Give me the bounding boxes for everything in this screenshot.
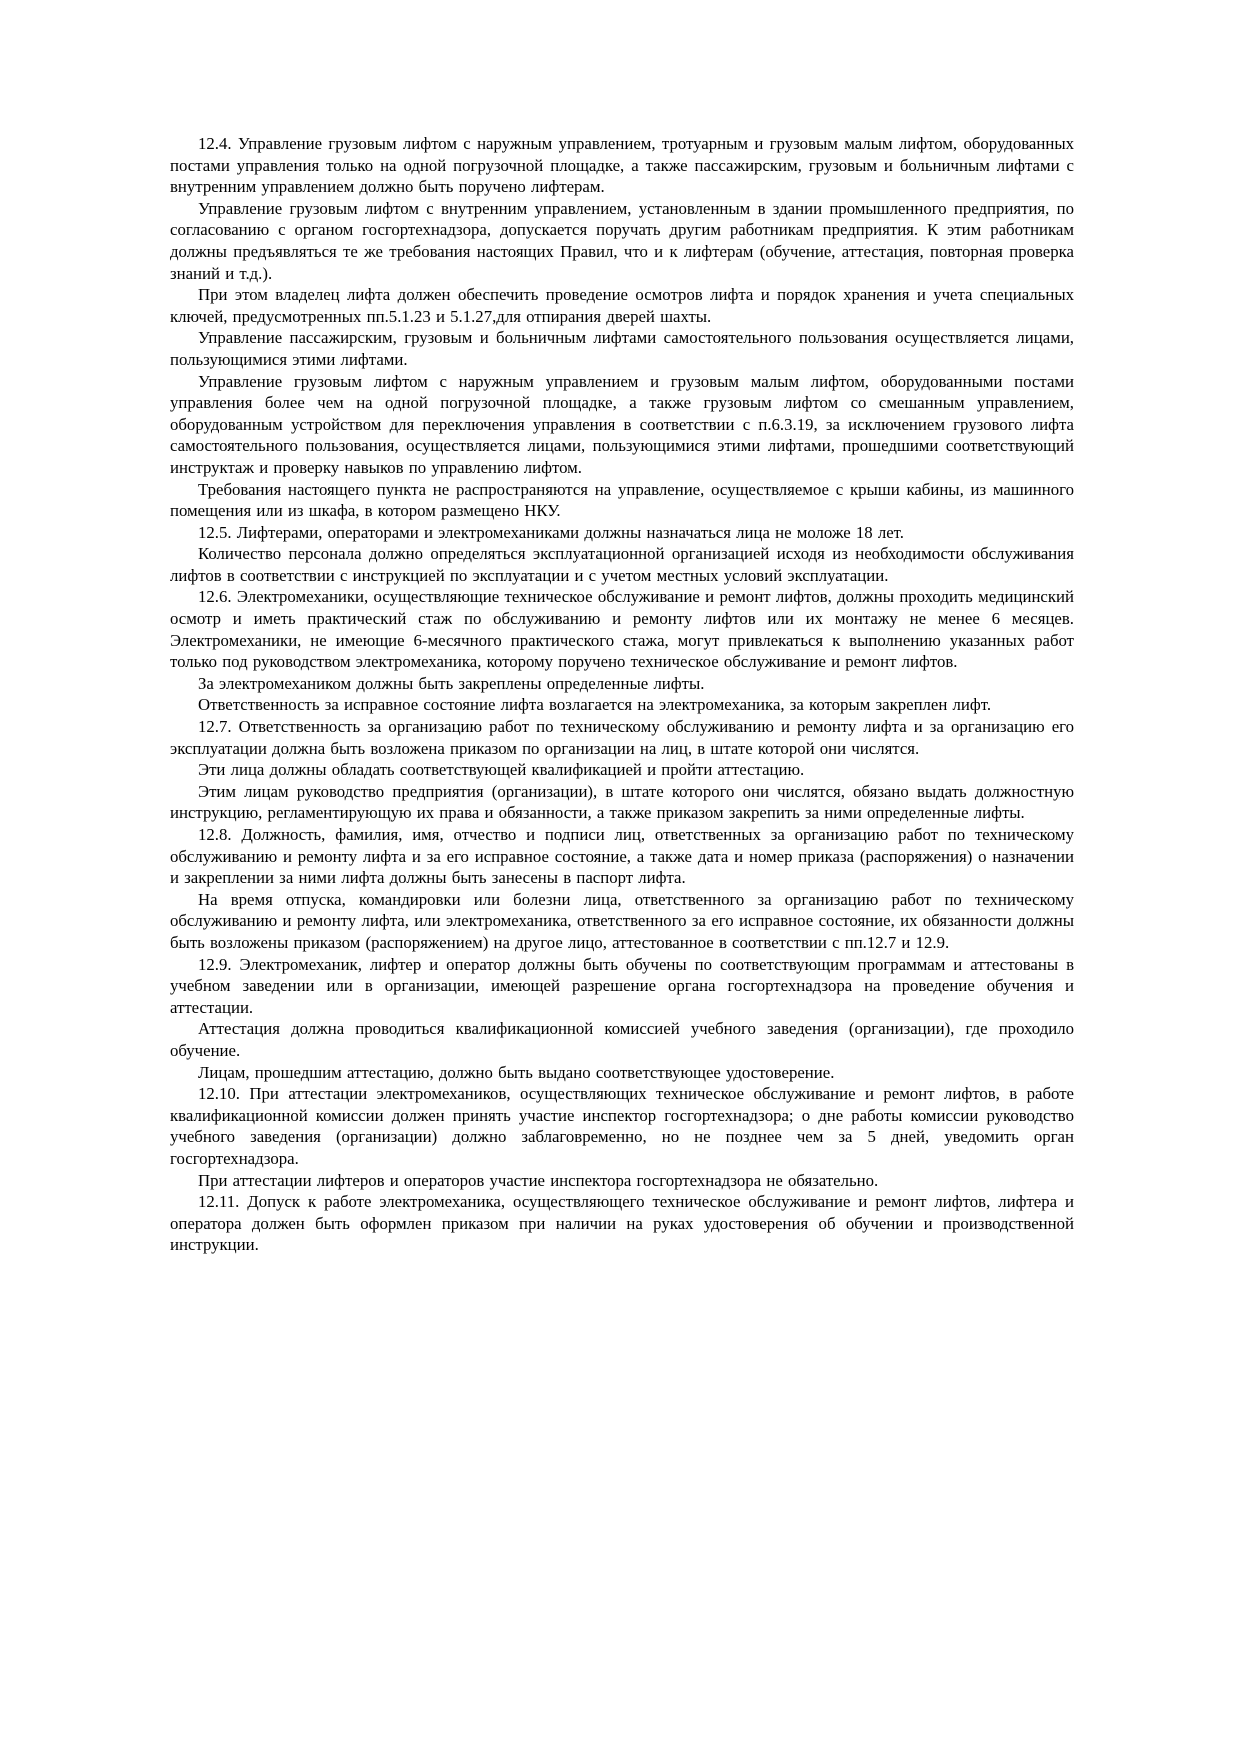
paragraph: 12.8. Должность, фамилия, имя, отчество и подписи лиц, ответственных за организацию работ по техническому обслуживанию и ремонту лифта и за его исправное состояние, а также дата и номер приказа (распоряжения) о назначении и закреплении за ними лифта должны быть занесены в паспорт лифта. xyxy=(170,825,1074,888)
paragraph: На время отпуска, командировки или болезни лица, ответственного за организацию работ по техническому обслуживанию и ремонту лифта, или электромеханика, ответственного за его исправное состояние, их обязанности должны быть возложены приказом (распоряжением) на другое лицо, аттестованное в соответствии с пп.12.7 и 12.9. xyxy=(170,889,1074,952)
paragraph: Лицам, прошедшим аттестацию, должно быть выдано соответствующее удостоверение. xyxy=(198,1062,835,1082)
paragraph: Количество персонала должно определяться эксплуатационной организацией исходя из необходимости обслуживания лифтов в соответствии с инструкцией по эксплуатации и с учетом местных условий эксплуатации. xyxy=(170,544,1074,585)
paragraph: При этом владелец лифта должен обеспечить проведение осмотров лифта и порядок хранения и учета специальных ключей, предусмотренных пп.5.1.23 и 5.1.27,для отпирания дверей шахты. xyxy=(170,285,1074,326)
paragraph: Эти лица должны обладать соответствующей квалификацией и пройти аттестацию. xyxy=(198,760,805,780)
paragraph: При аттестации лифтеров и операторов участие инспектора госгортехнадзора не обязательно. xyxy=(198,1170,879,1190)
paragraph: 12.10. При аттестации электромехаников, осуществляющих техническое обслуживание и ремонт лифтов, в работе квалификационной комиссии должен принять участие инспектор госгортехнадзора; о дне работы комиссии руководство учебного заведения (организации) должно заблаговременно, но не позднее чем за 5 дней, уведомить орган госгортехнадзора. xyxy=(170,1084,1074,1168)
paragraph: Требования настоящего пункта не распространяются на управление, осуществляемое с крыши кабины, из машинного помещения или из шкафа, в котором размещено НКУ. xyxy=(170,479,1074,521)
paragraph: 12.4. Управление грузовым лифтом с наружным управлением, тротуарным и грузовым малым лифтом, оборудованных постами управления только на одной погрузочной площадке, а также пассажирским, грузовым и больничным лифтами с внутренним управлением должно быть поручено лифтерам. xyxy=(170,134,1074,197)
paragraph: Аттестация должна проводиться квалификационной комиссией учебного заведения (организации), где проходило обучение. xyxy=(170,1019,1074,1060)
paragraph: За электромехаником должны быть закреплены определенные лифты. xyxy=(198,673,705,693)
paragraph: Управление грузовым лифтом с наружным управлением и грузовым малым лифтом, оборудованными постами управления более чем на одной погрузочной площадке, а также грузовым лифтом со смешанным управлением, оборудованным устройством для переключения управления в соответствии с п.6.3.19, за исключением грузового лифта самостоятельного пользования, осуществляется лицами, пользующимися этими лифтами, прошедшими соответствующий инструктаж и проверку навыков по управлению лифтом. xyxy=(170,371,1074,477)
paragraph: 12.11. Допуск к работе электромеханика, осуществляющего техническое обслуживание и ремонт лифтов, лифтера и оператора должен быть оформлен приказом при наличии на руках удостоверения об обучении и производственной инструкции. xyxy=(170,1192,1074,1255)
paragraph: Управление грузовым лифтом с внутренним управлением, установленным в здании промышленного предприятия, по согласованию с органом госгортехнадзора, допускается поручать другим работникам предприятия. К этим работникам должны предъявляться те же требования настоящих Правил, что и к лифтерам (обучение, аттестация, повторная проверка знаний и т.д.). xyxy=(170,198,1074,283)
paragraph: Ответственность за исправное состояние лифта возлагается на электромеханика, за которым закреплен лифт. xyxy=(198,695,992,715)
paragraph: 12.6. Электромеханики, осуществляющие техническое обслуживание и ремонт лифтов, должны проходить медицинский осмотр и иметь практический стаж по обслуживанию и ремонту лифтов или их монтажу не менее 6 месяцев. Электромеханики, не имеющие 6-месячного практического стажа, могут привлекаться к выполнению указанных работ только под руководством электромеханика, которому поручено техническое обслуживание и ремонт лифтов. xyxy=(170,587,1074,672)
paragraph: Этим лицам руководство предприятия (организации), в штате которого они числятся, обязано выдать должностную инструкцию, регламентирующую их права и обязанности, а также приказом закрепить за ними определенные лифты. xyxy=(170,781,1074,823)
paragraph: Управление пассажирским, грузовым и больничным лифтами самостоятельного пользования осуществляется лицами, пользующимися этими лифтами. xyxy=(170,328,1074,369)
paragraph: 12.9. Электромеханик, лифтер и оператор должны быть обучены по соответствующим программам и аттестованы в учебном заведении или в организации, имеющей разрешение органа госгортехнадзора на проведение обучения и аттестации. xyxy=(170,954,1074,1017)
paragraph: 12.7. Ответственность за организацию работ по техническому обслуживанию и ремонту лифта и за организацию его эксплуатации должна быть возложена приказом по организации на лиц, в штате которой они числятся. xyxy=(170,717,1074,758)
paragraph: 12.5. Лифтерами, операторами и электромеханиками должны назначаться лица не моложе 18 лет. xyxy=(198,522,904,542)
